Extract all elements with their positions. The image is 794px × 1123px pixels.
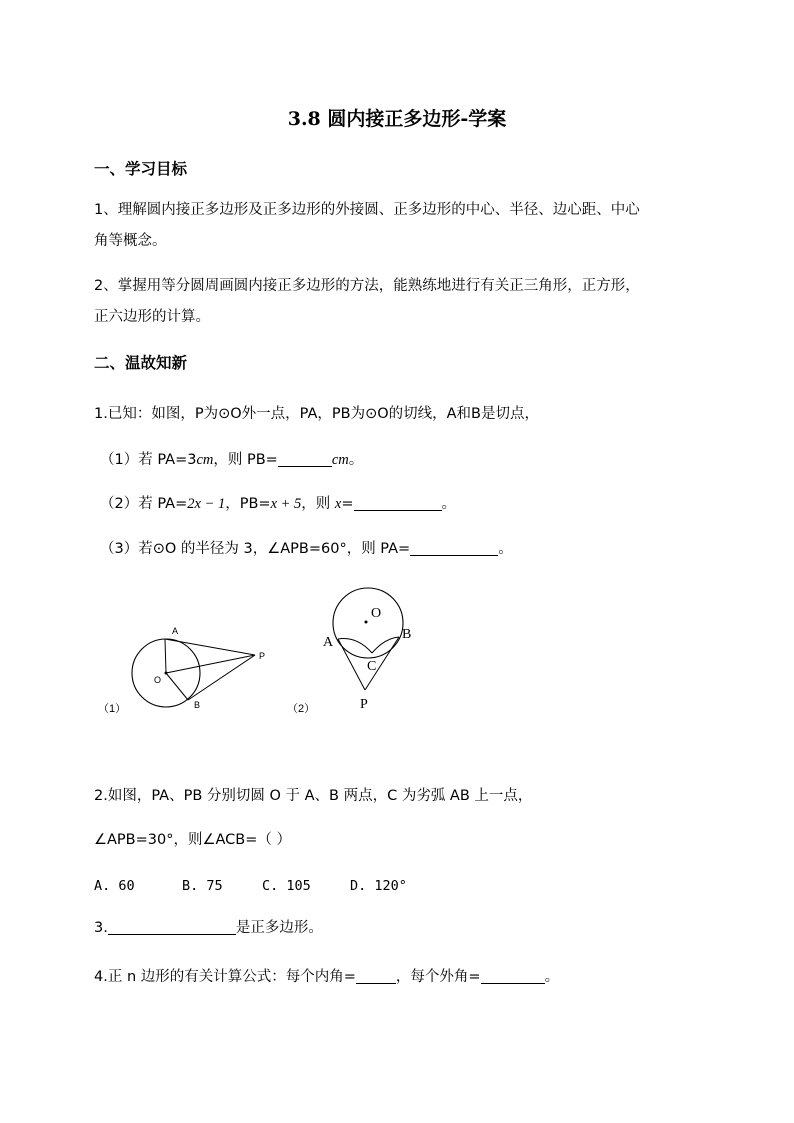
fig1-tangent-pa [165, 639, 255, 655]
fig1-label-p: P [259, 651, 266, 661]
q4-blank-interior[interactable] [356, 968, 396, 984]
q1-sub3 [100, 539, 513, 559]
q2-option-b[interactable]: B. 75 [182, 878, 223, 894]
q1-sub2-expr-2: x + 5 [270, 496, 302, 512]
q1-sub1-unit: cm [196, 452, 214, 468]
q2-line-2: ∠APB=30°，则∠ACB=（ ） [94, 832, 291, 848]
q1-sub2-text-d: = [341, 496, 354, 512]
fig2-chord-ac [338, 639, 372, 653]
q4-text-b: ，每个外角= [395, 969, 481, 985]
page-title: 3.8 圆内接正多边形-学案 [287, 108, 507, 130]
fig2-label-o: O [371, 606, 382, 621]
q1-sub1-blank[interactable] [278, 451, 332, 467]
q3-prefix: 3. [94, 920, 108, 936]
goal-1-line-2: 角等概念。 [94, 233, 167, 249]
fig2-label-c: C [367, 659, 377, 674]
q1-sub2-text-c: ，则 [301, 496, 335, 512]
q1-sub2-end: 。 [441, 496, 456, 512]
q3-suffix: 是正多边形。 [235, 920, 323, 936]
figure-1 [95, 620, 295, 720]
q1-sub1-unit-2: cm [331, 452, 349, 468]
fig2-caption: （2） [287, 703, 316, 715]
q1-sub2-text-a: （2）若 PA= [100, 496, 188, 512]
fig2-label-a: A [323, 635, 334, 650]
q1-sub1-text: （1）若 PA=3 [100, 452, 197, 468]
q1-sub1 [100, 450, 363, 470]
fig1-caption: （1） [98, 703, 127, 715]
q1-stem: 1.已知：如图，P为⊙O外一点，PA，PB为⊙O的切线，A和B是切点， [94, 406, 539, 422]
q4-text-c: 。 [544, 969, 560, 985]
q2-option-c[interactable]: C. 105 [262, 878, 311, 894]
q1-sub1-end: 。 [348, 452, 364, 468]
q3 [94, 918, 323, 938]
goal-1-line-1: 1、理解圆内接正多边形及正多边形的外接圆、正多边形的中心、半径、边心距、中心 [94, 202, 640, 218]
fig1-label-a: A [172, 626, 179, 636]
fig1-label-b: B [194, 700, 201, 710]
q2-option-d[interactable]: D. 120° [350, 878, 407, 894]
fig2-label-p: P [360, 697, 368, 712]
q1-sub2-blank[interactable] [354, 495, 442, 511]
fig2-tangent-pa [338, 639, 365, 690]
q1-sub2-expr-1: 2x − 1 [187, 496, 226, 512]
q1-sub3-text: （3）若⊙O 的半径为 3，∠APB=60°，则 PA= [100, 541, 411, 557]
q1-sub3-end: 。 [498, 541, 513, 557]
q2-option-a[interactable]: A. 60 [94, 878, 135, 894]
fig1-radius-oa [165, 639, 166, 673]
fig1-radius-ob [166, 673, 188, 700]
q1-sub2-var: x [334, 496, 342, 512]
q1-sub2 [100, 494, 456, 514]
fig1-center-dot [165, 672, 168, 675]
q1-sub3-blank[interactable] [410, 540, 498, 556]
section-heading-goals: 一、学习目标 [94, 160, 188, 178]
fig2-center-dot [365, 621, 368, 624]
goal-2-line-1: 2、掌握用等分圆周画圆内接正多边形的方法，能熟练地进行有关正三角形，正方形， [94, 278, 640, 294]
q2-line-1: 2.如图，PA、PB 分别切圆 O 于 A、B 两点，C 为劣弧 AB 上一点， [94, 788, 533, 804]
section-heading-review: 二、温故知新 [94, 354, 188, 372]
figure-2 [285, 580, 435, 720]
q4 [94, 967, 559, 987]
q4-blank-exterior[interactable] [481, 968, 545, 984]
goal-2-line-2: 正六边形的计算。 [94, 309, 210, 325]
q1-sub2-text-b: ，PB= [225, 496, 271, 512]
q2-options [94, 876, 407, 896]
fig2-label-b: B [402, 627, 412, 642]
q1-sub1-text-b: ，则 PB= [213, 452, 278, 468]
q4-text-a: 4.正 n 边形的有关计算公式：每个内角= [94, 969, 356, 985]
fig1-label-o: O [154, 675, 162, 685]
q3-blank[interactable] [108, 919, 236, 935]
